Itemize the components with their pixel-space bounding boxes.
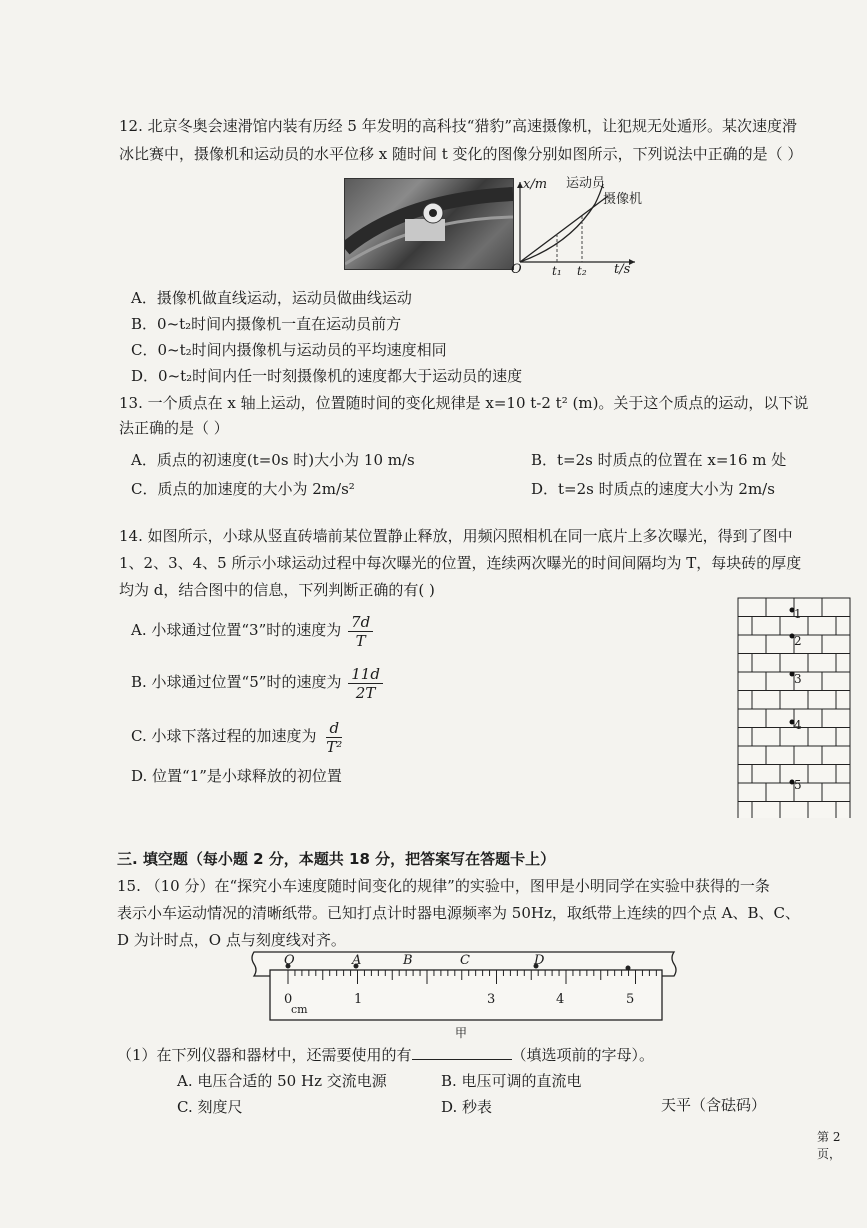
graph-t1: t₁ <box>552 264 562 278</box>
brick <box>836 691 850 710</box>
q14-option-b-text: B. 小球通过位置“5”时的速度为 <box>131 673 342 691</box>
camera-photo-drawing <box>345 179 513 269</box>
q15-line3: D 为计时点，O 点与刻度线对齐。 <box>117 931 346 949</box>
brick <box>808 691 836 710</box>
q14-option-a-text: A. 小球通过位置“3”时的速度为 <box>131 621 342 639</box>
q13-line2: 法正确的是（ ） <box>119 419 229 437</box>
ball-position-5: 5 <box>794 778 802 792</box>
q14-line1: 14. 如图所示，小球从竖直砖墙前某位置静止释放，用频闪照相机在同一底片上多次曝光，得到了图中 <box>119 527 793 545</box>
brick <box>738 617 752 636</box>
brick <box>738 783 766 802</box>
brick <box>752 691 780 710</box>
q14-option-a-den: T <box>355 631 366 650</box>
q15-option-c: C. 刻度尺 <box>177 1098 243 1116</box>
brick <box>752 728 780 747</box>
q13-option-b: B．t=2s 时质点的位置在 x=16 m 处 <box>531 451 787 469</box>
q14-option-b-den: 2T <box>355 683 376 702</box>
q14-option-a-fraction <box>348 613 373 650</box>
brick <box>738 709 766 728</box>
q14-option-b <box>131 662 385 702</box>
q13-option-d: D．t=2s 时质点的速度大小为 2m/s <box>531 480 775 498</box>
q14-line3: 均为 d，结合图中的信息，下列判断正确的有( ) <box>119 581 435 599</box>
q13-line1: 13. 一个质点在 x 轴上运动，位置随时间的变化规律是 x=10 t-2 t² (m)。关于这个质点的运动，以下说 <box>119 394 809 412</box>
q15-option-d: D. 秒表 <box>441 1098 493 1116</box>
brick <box>738 635 766 654</box>
q15-line2: 表示小车运动情况的清晰纸带。已知打点计时器电源频率为 50Hz，取纸带上连续的四个点 A、B、C、 <box>117 904 800 922</box>
brick <box>836 765 850 784</box>
brick <box>738 691 752 710</box>
ruler-number-1: 1 <box>354 992 363 1007</box>
ball-position-4: 4 <box>794 718 802 732</box>
graph-label-camera: 摄像机 <box>603 192 643 207</box>
athlete-curve <box>520 184 603 262</box>
brick <box>766 783 794 802</box>
q12-option-d: D．0~t₂时间内任一时刻摄像机的速度都大于运动员的速度 <box>131 367 523 385</box>
camera-photo <box>344 178 514 270</box>
answer-blank <box>412 1045 512 1060</box>
q13-option-c: C．质点的加速度的大小为 2m/s² <box>131 480 355 498</box>
brick <box>766 598 794 617</box>
q12-option-a: A．摄像机做直线运动，运动员做曲线运动 <box>131 289 412 307</box>
ball-position-3: 3 <box>794 672 802 686</box>
brick <box>836 728 850 747</box>
brick <box>808 728 836 747</box>
ball-position-2: 2 <box>794 634 802 648</box>
q14-line2: 1、2、3、4、5 所示小球运动过程中每次曝光的位置，连续两次曝光的时间间隔均为 T，每块砖的厚度 <box>119 554 802 572</box>
brick <box>752 765 780 784</box>
q15-sub1 <box>117 1045 654 1065</box>
q14-option-c-fraction <box>323 719 345 756</box>
brick <box>822 783 850 802</box>
q14-option-c <box>131 716 347 756</box>
q14-option-b-fraction <box>348 665 383 702</box>
graph-t2: t₂ <box>577 264 587 278</box>
brick <box>766 746 794 765</box>
brick <box>738 746 766 765</box>
brick <box>752 654 780 673</box>
brick <box>738 802 752 819</box>
brick <box>738 672 766 691</box>
q15-option-a: A. 电压合适的 50 Hz 交流电源 <box>177 1072 387 1090</box>
brick <box>836 654 850 673</box>
brick <box>836 617 850 636</box>
brick <box>780 802 808 819</box>
brick <box>766 709 794 728</box>
tape-label-c: C <box>460 953 470 968</box>
camera-line <box>520 196 608 262</box>
figure-label-jia: 甲 <box>455 1026 468 1040</box>
q14-option-c-num: d <box>326 719 342 738</box>
q15-sub1-prefix: （1）在下列仪器和器材中，还需要使用的有 <box>117 1046 412 1064</box>
brick <box>794 746 822 765</box>
ruler-unit: cm <box>291 1003 308 1016</box>
q12-line1: 12. 北京冬奥会速滑馆内装有历经 5 年发明的高科技“猎豹”高速摄像机，让犯规无处遁形。某次速度滑 <box>119 117 798 135</box>
brick <box>808 617 836 636</box>
brick <box>752 802 780 819</box>
graph-ylabel: x/m <box>523 177 548 192</box>
brick <box>822 672 850 691</box>
brick <box>738 765 752 784</box>
tape-dot-extra <box>626 966 631 971</box>
brick <box>808 654 836 673</box>
brick <box>822 598 850 617</box>
tape-label-d: D <box>534 953 545 968</box>
brick <box>822 709 850 728</box>
brick <box>808 765 836 784</box>
ball-position-1: 1 <box>794 607 802 621</box>
q15-line1: 15. （10 分）在“探究小车速度随时间变化的规律”的实验中，图甲是小明同学在实验中获得的一条 <box>117 877 770 895</box>
q12-line2: 冰比赛中，摄像机和运动员的水平位移 x 随时间 t 变化的图像分别如图所示，下列说法中正确的是（ ） <box>119 145 803 163</box>
brick <box>836 802 850 819</box>
brick <box>766 635 794 654</box>
page-number: 第 2 页， <box>817 1130 842 1161</box>
brick <box>738 654 752 673</box>
brick <box>780 691 808 710</box>
q12-option-c: C．0~t₂时间内摄像机与运动员的平均速度相同 <box>131 341 447 359</box>
q15-option-b: B. 电压可调的直流电 <box>441 1072 582 1090</box>
ruler-number-0: 0 <box>284 992 293 1007</box>
q14-option-d: D. 位置“1”是小球释放的初位置 <box>131 767 342 785</box>
q13-option-a: A．质点的初速度(t=0s 时)大小为 10 m/s <box>131 451 415 469</box>
brick <box>780 654 808 673</box>
section-3-title: 三. 填空题（每小题 2 分，本题共 18 分，把答案写在答题卡上） <box>117 850 556 868</box>
q14-option-a <box>131 610 375 650</box>
tape-label-a: A <box>352 953 362 968</box>
brick <box>738 598 766 617</box>
brick <box>822 635 850 654</box>
brick <box>822 746 850 765</box>
tape-label-o: O <box>284 953 295 968</box>
q15-sub1-suffix: （填选项前的字母）。 <box>511 1046 655 1064</box>
graph-origin: O <box>511 262 522 277</box>
graph-label-athlete: 运动员 <box>566 176 606 191</box>
q14-option-a-num: 7d <box>348 613 373 632</box>
ruler-number-3: 3 <box>487 992 496 1007</box>
q14-option-b-num: 11d <box>348 665 383 684</box>
ruler-number-4: 4 <box>556 992 565 1007</box>
q14-option-c-text: C. 小球下落过程的加速度为 <box>131 727 317 745</box>
q15-option-e: 天平（含砝码） <box>661 1096 767 1114</box>
brick <box>752 617 780 636</box>
graph-xlabel: t/s <box>614 262 631 277</box>
ruler-number-5: 5 <box>626 992 635 1007</box>
brick <box>738 728 752 747</box>
q14-option-c-den: T² <box>326 737 343 756</box>
brick <box>808 802 836 819</box>
q12-option-b: B．0~t₂时间内摄像机一直在运动员前方 <box>131 315 402 333</box>
tape-label-b: B <box>403 953 413 968</box>
ruler <box>270 970 662 1020</box>
